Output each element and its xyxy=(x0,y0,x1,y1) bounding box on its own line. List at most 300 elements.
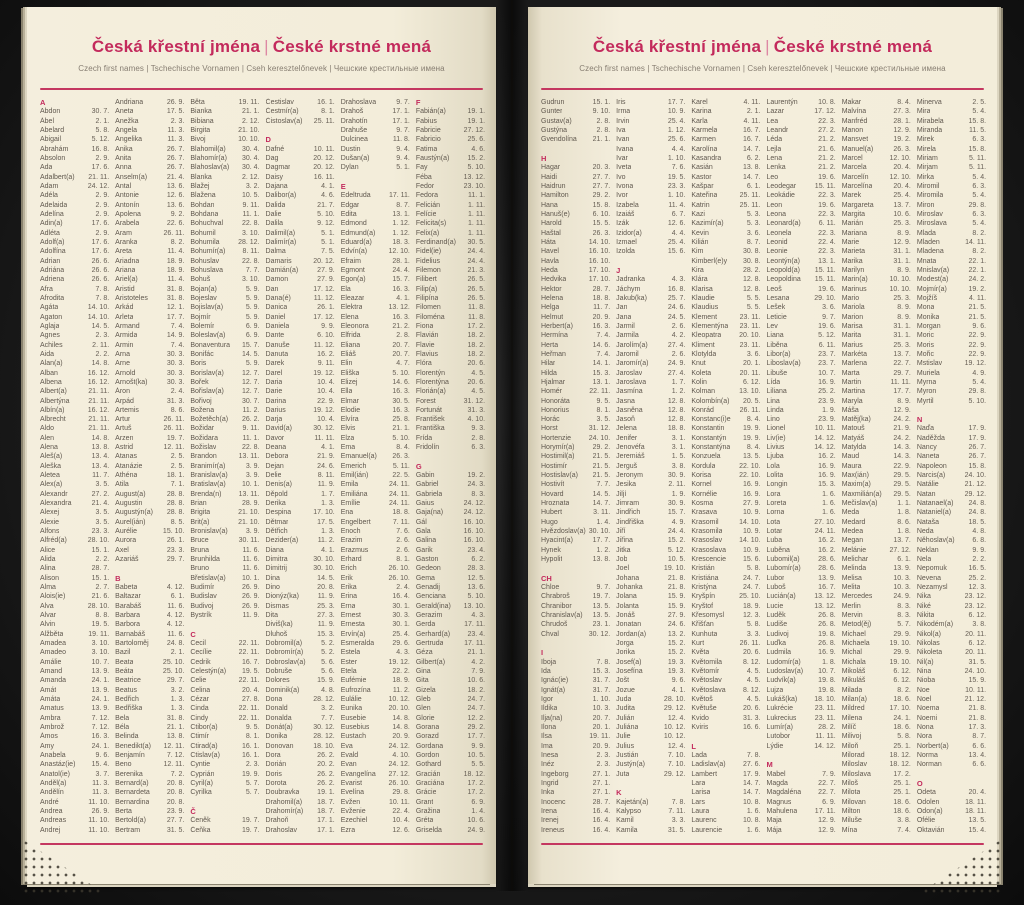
name-day-date: 8. 9. xyxy=(897,397,911,405)
given-name: Gabin xyxy=(415,472,435,480)
name-entry xyxy=(767,406,836,415)
name-entry xyxy=(917,219,986,228)
name-day-date: 27. 1. xyxy=(592,789,611,797)
name-entry xyxy=(616,751,685,760)
given-name: Daria xyxy=(265,378,283,386)
given-name: Elena xyxy=(340,313,359,321)
name-entry xyxy=(115,723,184,732)
given-name: Běta xyxy=(190,99,205,106)
name-entry xyxy=(266,704,335,713)
given-name: Andreas xyxy=(40,817,67,825)
name-day-date: 13. 8. xyxy=(592,556,611,564)
given-name: Jitka xyxy=(616,546,631,554)
name-day-date: 17. 9. xyxy=(968,434,987,442)
given-name: Arne xyxy=(115,360,130,368)
name-entry xyxy=(842,424,911,433)
given-name: Arna xyxy=(115,350,130,358)
given-name: Fiona xyxy=(415,322,434,330)
name-day-date: 7. 1. xyxy=(170,481,185,489)
name-entry xyxy=(40,247,109,256)
name-day-date: 12. 8. xyxy=(743,285,761,293)
name-day-date: 14. 5. xyxy=(242,350,260,358)
name-day-date: 19. 10. xyxy=(663,565,686,573)
name-day-date: 17. 7. xyxy=(166,313,185,321)
given-name: Ada xyxy=(40,164,53,172)
name-day-date: 17. 3. xyxy=(968,723,987,731)
given-name: Meda xyxy=(841,509,860,517)
name-entry xyxy=(40,266,109,275)
name-day-date: 15. 9. xyxy=(317,677,335,685)
name-entry xyxy=(115,294,184,303)
given-name: Flóra xyxy=(415,360,432,368)
given-name: Amálie xyxy=(40,658,62,666)
name-day-date: 16. 10. xyxy=(588,257,611,265)
given-name: Ena xyxy=(340,509,354,517)
name-entry xyxy=(767,117,836,126)
name-entry xyxy=(616,583,685,592)
given-name: Cyrilka xyxy=(190,789,212,797)
section-letter: H xyxy=(541,153,547,163)
name-day-date: 3. 8. xyxy=(671,462,686,470)
bottom-rule xyxy=(40,843,483,845)
name-entry xyxy=(691,676,760,685)
given-name: Martin xyxy=(841,378,862,386)
name-entry xyxy=(115,686,184,695)
blank-row xyxy=(541,639,610,648)
given-name: Edvín(a) xyxy=(340,248,368,256)
name-day-date: 5. 12. xyxy=(818,332,836,340)
name-entry xyxy=(190,592,259,601)
given-name: Chranibor xyxy=(541,602,572,610)
given-name: Donalda xyxy=(265,714,292,722)
name-day-date: 21. 1. xyxy=(467,649,486,657)
name-entry xyxy=(917,826,986,835)
given-name: Kastor xyxy=(691,173,712,181)
name-entry xyxy=(541,602,610,611)
given-name: Ima xyxy=(541,742,553,750)
name-entry xyxy=(40,415,109,424)
given-name: Alan(a) xyxy=(40,360,63,368)
given-name: Bojislav(a) xyxy=(190,304,224,312)
given-name: Karolína xyxy=(691,145,718,153)
name-entry xyxy=(40,135,109,144)
given-name: Miloň xyxy=(841,742,859,750)
name-entry xyxy=(115,620,184,629)
name-entry xyxy=(616,406,685,415)
name-entry xyxy=(266,350,335,359)
name-day-date: 4. 5. xyxy=(471,369,486,377)
given-name: Maura xyxy=(841,462,862,470)
name-day-date: 13. 10. xyxy=(739,388,761,396)
given-name: Květomír xyxy=(691,668,720,676)
given-name: Eunika xyxy=(340,705,363,713)
name-entry xyxy=(190,770,259,779)
name-entry xyxy=(917,126,986,135)
given-name: Helena xyxy=(541,294,564,302)
name-entry xyxy=(341,238,410,247)
name-day-date: 22. 3. xyxy=(818,229,836,237)
name-day-date: 30. 5. xyxy=(467,238,486,246)
name-day-date: 12. 4. xyxy=(667,742,686,750)
name-day-date: 11. 12. xyxy=(313,341,335,349)
given-name: Korisa xyxy=(691,472,712,480)
name-entry xyxy=(917,201,986,210)
given-name: Amadea xyxy=(40,640,67,648)
name-day-date: 17. 1. xyxy=(392,108,410,116)
given-name: Antonie xyxy=(115,192,139,200)
given-name: Cinda xyxy=(190,705,209,713)
name-entry xyxy=(416,322,485,331)
given-name: Miriam xyxy=(916,154,938,162)
name-entry xyxy=(917,210,986,219)
name-entry xyxy=(616,98,685,107)
name-entry xyxy=(416,359,485,368)
name-day-date: 21. 5. xyxy=(968,304,987,312)
name-entry xyxy=(190,723,259,732)
name-day-date: 10. 1. xyxy=(242,481,260,489)
given-name: Ema xyxy=(340,444,356,452)
given-name: Maja xyxy=(766,817,782,825)
name-day-date: 7. 4. xyxy=(897,826,911,834)
name-day-date: 21. 10. xyxy=(238,126,260,134)
name-entry xyxy=(917,145,986,154)
blank-row xyxy=(115,564,184,573)
given-name: Jimram xyxy=(616,500,640,508)
name-entry xyxy=(266,424,335,433)
name-entry xyxy=(190,574,259,583)
name-day-date: 28. 7. xyxy=(592,285,611,293)
given-name: Emiliána xyxy=(340,490,368,498)
name-entry xyxy=(917,173,986,182)
given-name: Filemon xyxy=(415,266,441,274)
name-day-date: 19. 12. xyxy=(388,658,410,666)
given-name: Linda xyxy=(766,406,784,414)
given-name: Michael xyxy=(841,630,866,638)
name-entry xyxy=(115,630,184,639)
name-entry xyxy=(842,751,911,760)
section-letter: Č xyxy=(190,806,196,816)
given-name: Galina xyxy=(415,537,437,545)
name-entry xyxy=(266,760,335,769)
name-entry xyxy=(541,555,610,564)
given-name: Gorana xyxy=(415,723,440,731)
given-name: Abigail xyxy=(40,136,62,144)
name-entry xyxy=(266,387,335,396)
name-day-date: 8. 1. xyxy=(321,108,335,116)
given-name: Miromila xyxy=(916,192,944,200)
name-day-date: 8. 1. xyxy=(245,733,260,741)
name-day-date: 25. 1. xyxy=(893,789,911,797)
given-name: Glen xyxy=(415,705,431,713)
given-name: Ariel(a) xyxy=(115,276,138,284)
name-day-date: 17. 12. xyxy=(814,108,836,116)
name-day-date: 12. 7. xyxy=(242,388,260,396)
given-name: Drahomil(a) xyxy=(265,798,303,806)
name-day-date: 15. 8. xyxy=(968,462,987,470)
name-day-date: 8. 3. xyxy=(897,602,911,610)
given-name: Budislav xyxy=(190,593,217,601)
name-entry xyxy=(616,527,685,536)
name-day-date: 15. 11. xyxy=(814,266,836,274)
name-day-date: 26. 2. xyxy=(242,416,260,424)
name-day-date: 28. 12. xyxy=(313,696,335,703)
given-name: Jordan(a) xyxy=(616,630,647,638)
name-entry xyxy=(541,294,610,303)
name-entry xyxy=(416,611,485,620)
given-name: Lumír(a) xyxy=(766,723,793,731)
given-name: Evan xyxy=(340,761,357,769)
given-name: Erich xyxy=(340,565,357,573)
name-day-date: 27. 12. xyxy=(463,126,486,134)
given-name: Lutobor xyxy=(766,733,791,741)
name-day-date: 5. 8. xyxy=(95,126,110,134)
name-day-date: 3. 2. xyxy=(245,182,260,190)
name-day-date: 10. 6. xyxy=(893,210,911,218)
name-entry xyxy=(341,98,410,107)
name-day-date: 16. 12. xyxy=(87,378,110,386)
name-entry xyxy=(190,98,259,107)
name-entry xyxy=(691,98,760,107)
given-name: Jeremiáš xyxy=(616,453,645,461)
given-name: Barbara xyxy=(115,612,141,620)
name-day-date: 8. 2. xyxy=(897,686,911,694)
given-name: Gothard xyxy=(415,761,442,769)
name-day-date: 26. 10. xyxy=(388,565,410,573)
name-day-date: 18. 9. xyxy=(166,266,185,274)
name-day-date: 24. 12. xyxy=(463,509,486,517)
given-name: Adin(a) xyxy=(40,220,63,228)
name-day-date: 10. 9. xyxy=(743,546,761,554)
given-name: Lída xyxy=(766,378,781,386)
title-separator: | xyxy=(264,37,269,56)
name-entry xyxy=(616,639,685,648)
name-day-date: 1. 3. xyxy=(321,500,335,508)
name-entry xyxy=(115,592,184,601)
name-entry xyxy=(541,807,610,816)
given-name: Belinda xyxy=(115,733,139,741)
name-entry xyxy=(115,462,184,471)
given-name: Ludvík(a) xyxy=(766,677,796,685)
given-name: Florián(a) xyxy=(415,388,446,396)
name-day-date: 2. 11. xyxy=(668,481,686,489)
given-name: Debora xyxy=(265,453,289,461)
name-entry xyxy=(691,667,760,676)
name-day-date: 18. 6. xyxy=(893,798,911,806)
name-day-date: 3. 10. xyxy=(91,640,110,648)
name-day-date: 28. 9. xyxy=(242,500,260,508)
name-entry xyxy=(341,462,410,471)
given-name: Bohuchval xyxy=(190,220,224,228)
name-entry xyxy=(691,266,760,275)
name-day-date: 18. 5. xyxy=(968,518,987,526)
name-day-date: 20. 1. xyxy=(592,723,611,731)
given-name: Inka xyxy=(541,789,555,797)
name-day-date: 15. 7. xyxy=(392,276,410,284)
given-name: Libuše xyxy=(766,369,788,377)
given-name: Jaromil xyxy=(616,350,639,358)
given-name: Danuše xyxy=(265,341,290,349)
name-entry xyxy=(40,275,109,284)
given-name: Miroslav xyxy=(916,210,943,218)
name-entry xyxy=(115,639,184,648)
name-entry xyxy=(767,770,836,779)
name-entry xyxy=(40,154,109,163)
given-name: Erika xyxy=(340,584,357,592)
name-entry xyxy=(115,546,184,555)
name-day-date: 1. 10. xyxy=(667,154,686,162)
name-entry xyxy=(341,742,410,751)
given-name: Erik xyxy=(340,574,353,582)
name-entry xyxy=(541,415,610,424)
given-name: Melánie xyxy=(841,546,867,554)
name-day-date: 15. 9. xyxy=(667,593,686,601)
given-name: Lujza xyxy=(766,686,784,694)
name-columns-left xyxy=(40,98,485,835)
name-day-date: 10. 5. xyxy=(467,751,486,759)
name-day-date: 21. 11. xyxy=(88,416,110,424)
name-entry xyxy=(416,210,485,219)
name-day-date: 12. 11. xyxy=(163,742,185,750)
given-name: Noema xyxy=(916,705,940,713)
name-entry xyxy=(767,98,836,107)
name-day-date: 4. 1. xyxy=(321,182,335,190)
given-name: Bianka xyxy=(190,108,212,116)
name-column xyxy=(266,98,335,835)
given-name: Leodegar xyxy=(766,182,797,190)
name-entry xyxy=(541,518,610,527)
given-name: Adriena xyxy=(40,276,65,284)
name-entry xyxy=(266,275,335,284)
given-name: Laurenc xyxy=(691,817,717,825)
name-entry xyxy=(341,667,410,676)
name-entry xyxy=(115,555,184,564)
name-entry xyxy=(541,592,610,601)
name-day-date: 15. 8. xyxy=(592,201,611,209)
name-day-date: 1. 3. xyxy=(170,696,185,703)
name-day-date: 18. 6. xyxy=(893,807,911,815)
name-day-date: 12. 7. xyxy=(242,378,260,386)
name-day-date: 23. 1. xyxy=(592,621,611,629)
name-entry xyxy=(40,499,109,508)
name-entry xyxy=(616,126,685,135)
name-day-date: 7. 7. xyxy=(596,481,611,489)
given-name: Baltazar xyxy=(115,593,141,601)
name-entry xyxy=(416,583,485,592)
name-entry xyxy=(115,303,184,312)
name-day-date: 24. 4. xyxy=(667,528,686,536)
name-entry xyxy=(341,527,410,536)
name-day-date: 22. 11. xyxy=(238,649,260,657)
name-entry xyxy=(416,686,485,695)
given-name: Milan(a) xyxy=(841,696,867,703)
given-name: Evald xyxy=(340,751,359,759)
name-entry xyxy=(341,704,410,713)
name-day-date: 13. 8. xyxy=(743,164,761,172)
given-name: Kira xyxy=(691,266,704,274)
section-letter: B xyxy=(115,573,121,583)
name-day-date: 5. 10. xyxy=(392,434,410,442)
name-day-date: 29. 2. xyxy=(467,723,486,731)
name-entry xyxy=(115,387,184,396)
diary-page-right xyxy=(528,7,997,884)
name-day-date: 22. 10. xyxy=(739,462,761,470)
name-entry xyxy=(842,490,911,499)
name-day-date: 22. 1. xyxy=(968,266,987,274)
name-entry xyxy=(416,480,485,489)
given-name: Bohumil xyxy=(190,229,216,237)
name-entry xyxy=(341,676,410,685)
given-name: Igor xyxy=(541,696,554,703)
given-name: Juta xyxy=(616,770,630,778)
name-day-date: 16. 9. xyxy=(743,481,761,489)
name-day-date: 17. 12. xyxy=(313,285,335,293)
given-name: Lena xyxy=(766,154,783,162)
name-entry xyxy=(266,145,335,154)
given-name: Lea xyxy=(766,117,779,125)
name-entry xyxy=(917,369,986,378)
blank-row xyxy=(616,257,685,266)
given-name: Ambra xyxy=(40,714,61,722)
name-entry xyxy=(190,369,259,378)
name-day-date: 28. 8. xyxy=(166,509,185,517)
name-day-date: 8. 1. xyxy=(396,556,410,564)
name-day-date: 29. 7. xyxy=(166,556,185,564)
name-entry xyxy=(266,546,335,555)
given-name: Filip(a) xyxy=(415,285,438,293)
given-name: Hostislav(a) xyxy=(541,472,578,480)
name-day-date: 13. 7. xyxy=(893,350,911,358)
name-day-date: 7. 11. xyxy=(668,807,686,815)
name-entry xyxy=(541,424,610,433)
given-name: Kolman xyxy=(691,388,716,396)
name-day-date: 4. 5. xyxy=(746,668,761,676)
given-name: Marisa xyxy=(841,322,863,330)
given-name: Johanka xyxy=(616,584,643,592)
name-day-date: 24. 7. xyxy=(743,584,761,592)
name-entry xyxy=(40,434,109,443)
name-entry xyxy=(115,163,184,172)
name-day-date: 16. 1. xyxy=(242,742,260,750)
name-entry xyxy=(115,275,184,284)
given-name: Gustýna xyxy=(541,126,568,134)
given-name: Moris xyxy=(916,341,934,349)
name-column xyxy=(115,98,184,835)
name-entry xyxy=(416,555,485,564)
name-entry xyxy=(917,322,986,331)
name-entry xyxy=(842,723,911,732)
name-entry xyxy=(541,658,610,667)
name-day-date: 19. 9. xyxy=(743,425,761,433)
name-entry xyxy=(842,322,911,331)
given-name: Evženie xyxy=(340,807,366,815)
given-name: Anděl(a) xyxy=(40,779,67,787)
name-entry xyxy=(917,462,986,471)
given-name: Michal xyxy=(841,649,862,657)
given-name: Damaris xyxy=(265,257,292,265)
name-day-date: 21. 7. xyxy=(317,201,335,209)
name-entry xyxy=(341,145,410,154)
given-name: Jarolím(a) xyxy=(616,341,648,349)
name-day-date: 29. 7. xyxy=(166,677,185,685)
name-day-date: 31. 3. xyxy=(166,397,185,405)
given-name: Kvido xyxy=(691,714,709,722)
title-separator: | xyxy=(765,37,770,56)
name-entry xyxy=(416,574,485,583)
name-entry xyxy=(341,406,410,415)
name-day-date: 21. 1. xyxy=(392,425,410,433)
name-day-date: 6. 8. xyxy=(972,537,987,545)
name-day-date: 19. 12. xyxy=(313,406,335,414)
